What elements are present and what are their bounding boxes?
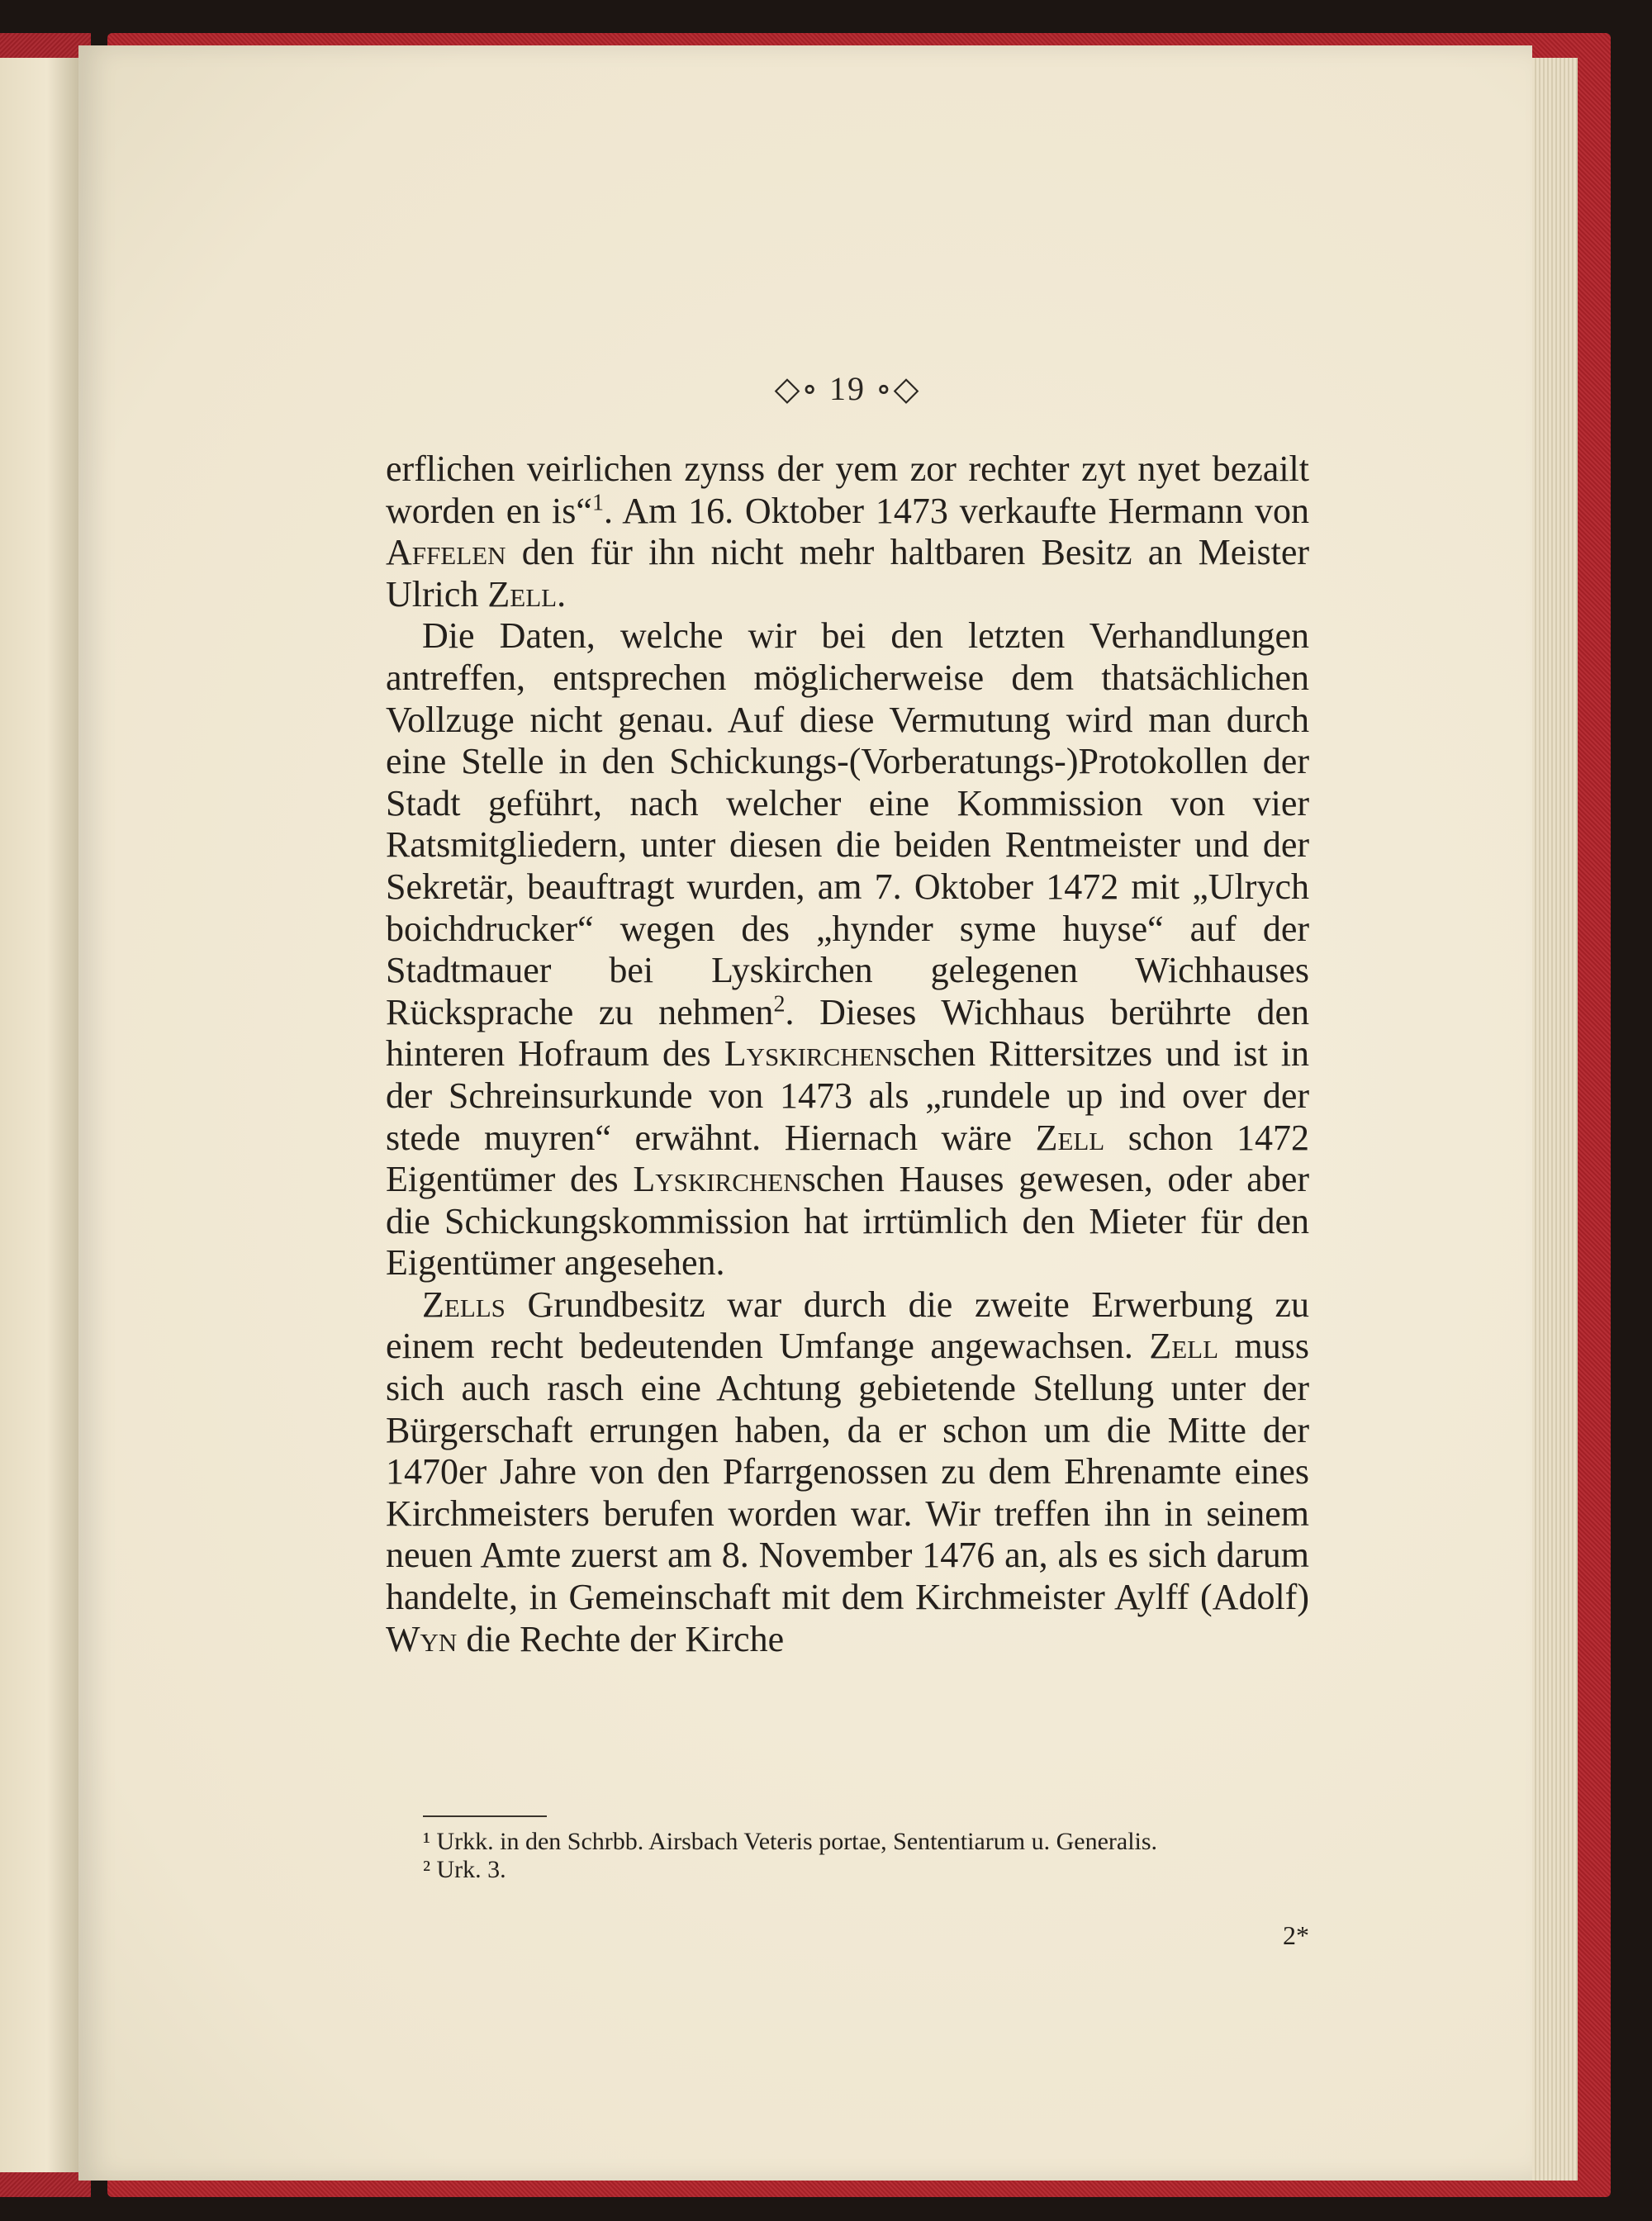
small-caps-name: Lyskirchen — [724, 1033, 893, 1075]
signature-mark: 2* — [1283, 1920, 1309, 1950]
page-number-header: ◇∘ 19 ∘◇ — [774, 370, 921, 407]
small-caps-name: Affelen — [386, 532, 506, 573]
footnote-rule — [423, 1815, 547, 1817]
footnote-1: ¹ Urkk. in den Schrbb. Airsbach Veteris portae, Sententiarum u. Generalis. — [423, 1828, 1158, 1855]
small-caps-name: Zells — [422, 1284, 506, 1325]
small-caps-name: Zell — [1149, 1326, 1219, 1367]
book-page — [78, 45, 1532, 2181]
paragraph-1: erflichen veirlichen zynss der yem zor rechter zyt nyet bezailt worden en is“$^1$. Am 16. Oktober 1473 verkaufte Hermann von Affelen den für ihn nicht mehr haltbaren Besitz an Meister Ulrich Zell. — [386, 448, 1309, 615]
left-page-edge — [0, 58, 78, 2172]
small-caps-name: Zell — [487, 573, 558, 615]
body-text — [386, 448, 1309, 1660]
small-caps-name: Lyskirchen — [633, 1159, 802, 1200]
footnote-ref: 1 — [591, 489, 604, 515]
footnote-ref: 2 — [773, 991, 786, 1018]
footnote-2: ² Urk. 3. — [423, 1856, 506, 1883]
paragraph-2: Die Daten, welche wir bei den letzten Verhandlungen antreffen, entsprechen möglicherweise dem thatsächlichen Vollzuge nicht genau. Auf diese Vermutung wird man durch eine Stelle in den Schickungs-(Vorberatungs-)Protokollen der Stadt geführt, nach welcher eine Kommission von vier Ratsmitgliedern, unter diesen die beiden Rentmeister und der Sekretär, beauftragt wurden, am 7. Oktober 1472 mit „Ulrych boichdrucker“ wegen des „hynder syme huyse“ auf der Stadtmauer bei Lyskirchen gelegenen Wichhauses Rücksprache zu nehmen$^2$. Dieses Wichhaus berührte den hinteren Hofraum des Lyskirchenschen Rittersitzes und ist in der Schreinsurkunde von 1473 als „rundele up ind over der stede muyren“ erwähnt. Hiernach wäre Zell schon 1472 Eigentümer des Lyskirchenschen Hauses gewesen, oder aber die Schickungskommission hat irrtümlich den Mieter für den Eigentümer angesehen. — [386, 615, 1310, 1284]
small-caps-name: Wyn — [386, 1618, 458, 1659]
footnotes — [386, 1828, 1309, 1884]
small-caps-name: Zell — [1035, 1117, 1105, 1158]
paragraph-3: Zells Grundbesitz war durch die zweite Erwerbung zu einem recht bedeutenden Umfange angewachsen. Zell muss sich auch rasch eine Achtung gebietende Stellung unter der Bürgerschaft errungen haben, da er schon um die Mitte der 1470er Jahre von den Pfarrgenossen zu dem Ehrenamte eines Kirchmeisters berufen worden war. Wir treffen ihn in seinem neuen Amte zuerst am 8. November 1476 an, als es sich darum handelte, in Gemeinschaft mit dem Kirchmeister Aylff (Adolf) Wyn die Rechte der Kirche — [386, 1284, 1309, 1659]
